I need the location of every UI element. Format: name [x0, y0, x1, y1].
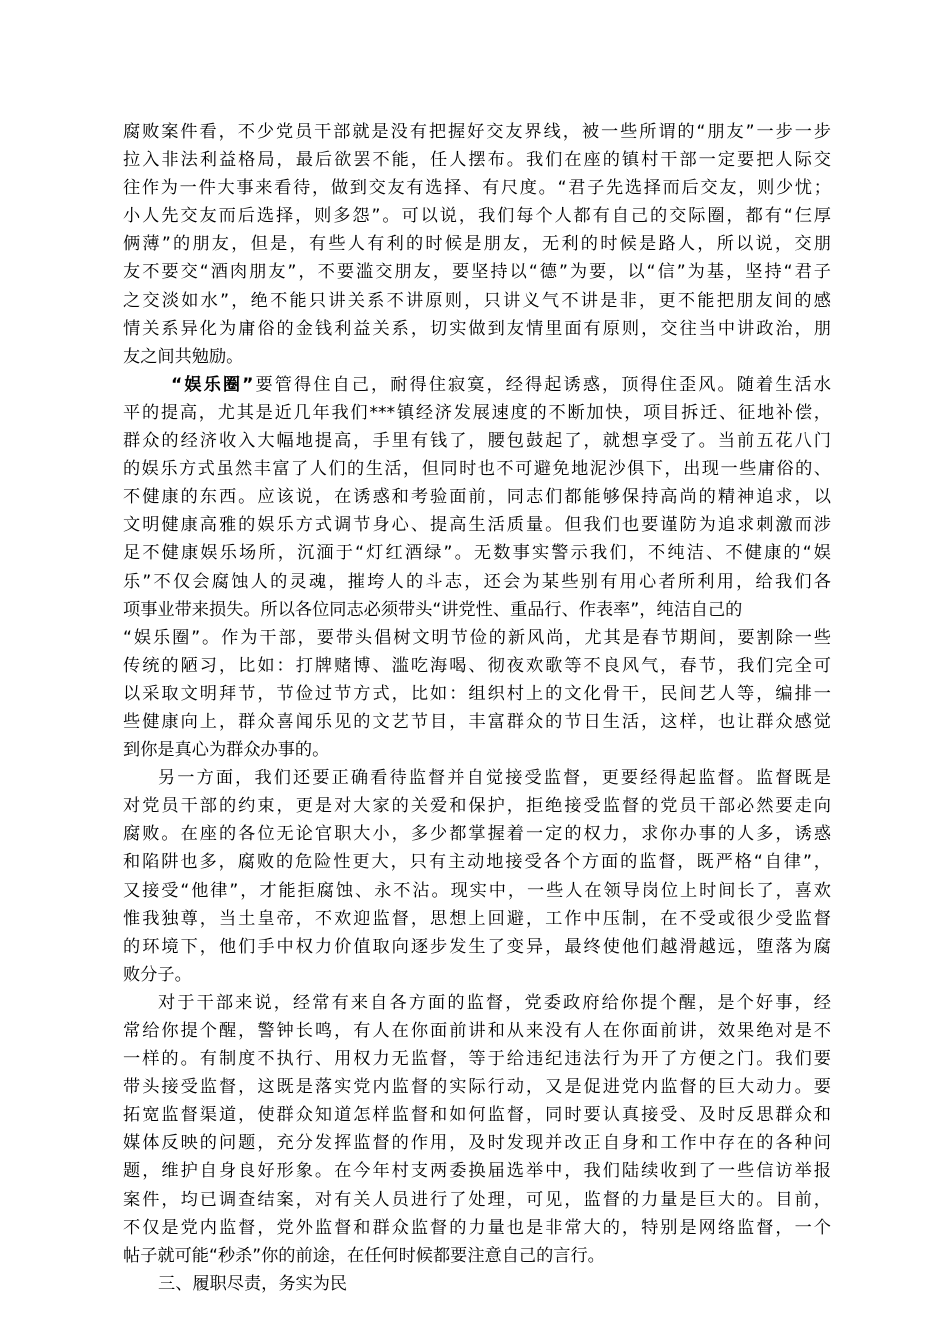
- text-line: 帖子就可能“秒杀”你的前途，在任何时候都要注意自己的言行。: [123, 1245, 605, 1266]
- text-line: 群众的经济收入大幅地提高，手里有钱了，腰包鼓起了，就想享受了。当前五花八门: [123, 431, 831, 452]
- text-line: 友不要交“酒肉朋友”，不要滥交朋友，要坚持以“德”为要，以“信”为基，坚持“君子: [123, 262, 831, 283]
- text-span: 要管得住自己，耐得住寂寞，经得起诱惑，顶得住歪风。随着生活水: [253, 374, 831, 395]
- text-line: [123, 371, 831, 399]
- text-line: 又接受“他律”，才能拒腐蚀、永不沾。现实中，一些人在领导岗位上时间长了，喜欢: [123, 880, 831, 901]
- section-heading-text: 三、履职尽责，务实为民: [158, 1273, 348, 1294]
- text-line: 腐败。在座的各位无论官职大小，多少都掌握着一定的权力，求你办事的人多，诱惑: [123, 824, 831, 845]
- text-line: 败分子。: [123, 964, 192, 985]
- section-heading: [123, 1270, 831, 1298]
- text-line: 以采取文明拜节，节俭过节方式，比如：组织村上的文化骨干，民间艺人等，编排一: [123, 683, 831, 704]
- text-line: 小人先交友而后选择，则多怨”。可以说，我们每个人都有自己的交际圈，都有“仨厚: [123, 206, 831, 227]
- text-line: 不仅是党内监督，党外监督和群众监督的力量也是非常大的，特别是网络监督，一个: [123, 1217, 831, 1238]
- text-line: 的环境下，他们手中权力价值取向逐步发生了变异，最终使他们越滑越远，堕落为腐: [123, 936, 831, 957]
- text-line: 足不健康娱乐场所，沉湎于“灯红酒绿”。无数事实警示我们，不纯洁、不健康的“娱: [123, 543, 831, 564]
- text-line: 文明健康高雅的娱乐方式调节身心、提高生活质量。但我们也要谨防为追求刺激而涉: [123, 515, 831, 536]
- text-line: 情关系异化为庸俗的金钱利益关系，切实做到友情里面有原则，交往当中讲政治，朋: [123, 318, 831, 339]
- text-line: 常给你提个醒，警钟长鸣，有人在你面前讲和从来没有人在你面前讲，效果绝对是不: [123, 1021, 831, 1041]
- text-line: 俩薄”的朋友，但是，有些人有利的时候是朋友，无利的时候是路人，所以说，交朋: [123, 234, 831, 255]
- paragraph-friendship: [123, 118, 831, 371]
- document-body: [123, 118, 831, 1298]
- text-line: 带头接受监督，这既是落实党内监督的实际行动，又是促进党内监督的巨大动力。要: [123, 1077, 831, 1098]
- text-line: 案件，均已调查结案，对有关人员进行了处理，可见，监督的力量是巨大的。目前，: [123, 1189, 831, 1210]
- text-line: 不健康的东西。应该说，在诱惑和考验面前，同志们都能够保持高尚的精神追求，以: [123, 487, 831, 508]
- text-line: 往作为一件大事来看待，做到交友有选择、有尺度。“君子先选择而后交友，则少忧；: [123, 178, 831, 199]
- text-line: 之交淡如水”，绝不能只讲关系不讲原则，只讲义气不讲是非，更不能把朋友间的感: [123, 290, 831, 311]
- text-line: 对于干部来说，经常有来自各方面的监督，党委政府给你提个醒，是个好事，经: [158, 992, 831, 1013]
- text-line: 到你是真心为群众办事的。: [123, 740, 330, 761]
- paragraph-accept-supervision: [123, 764, 831, 989]
- text-line: 传统的陋习，比如：打牌赌博、滥吃海喝、彻夜欢歌等不良风气，春节，我们完全可: [123, 655, 831, 676]
- text-line: 些健康向上，群众喜闻乐见的文艺节目，丰富群众的节日生活，这样，也让群众感觉: [123, 711, 831, 732]
- text-line: 惟我独尊，当土皇帝，不欢迎监督，思想上回避，工作中压制，在不受或很少受监督: [123, 908, 831, 929]
- text-line: 项事业带来损失。所以各位同志必须带头“讲党性、重品行、作表率”，纯洁自己的: [123, 599, 743, 620]
- text-line: 一样的。有制度不执行、用权力无监督，等于给违纪违法行为开了方便之门。我们要: [123, 1049, 831, 1070]
- text-line: 平的提高，尤其是近几年我们***镇经济发展速度的不断加快，项目拆迁、征地补偿，: [123, 402, 831, 423]
- paragraph-cadre-supervision: [123, 989, 831, 1270]
- text-line: 腐败案件看，不少党员干部就是没有把握好交友界线，被一些所谓的“朋友”一步一步: [123, 122, 831, 142]
- text-line: 友之间共勉励。: [123, 346, 244, 367]
- text-line: 乐”不仅会腐蚀人的灵魂，摧垮人的斗志，还会为某些别有用心者所利用，给我们各: [123, 571, 831, 592]
- text-line: 对党员干部的约束，更是对大家的关爱和保护，拒绝接受监督的党员干部必然要走向: [123, 796, 831, 817]
- paragraph-lead-term: “娱乐圈”: [171, 374, 254, 395]
- text-line: 拉入非法利益格局，最后欲罢不能，任人摆布。我们在座的镇村干部一定要把人际交: [123, 150, 831, 171]
- text-line: 媒体反映的问题，充分发挥监督的作用，及时发现并改正自身和工作中存在的各种问: [123, 1133, 831, 1154]
- text-line: 题，维护自身良好形象。在今年村支两委换届选举中，我们陆续收到了一些信访举报: [123, 1161, 831, 1182]
- text-line: 和陷阱也多，腐败的危险性更大，只有主动地接受各个方面的监督，既严格“自律”，: [123, 852, 831, 873]
- text-line: “娱乐圈”。作为干部，要带头倡树文明节俭的新风尚，尤其是春节期间，要割除一些: [123, 627, 831, 648]
- paragraph-entertainment-circle: [123, 371, 831, 764]
- text-line: 另一方面，我们还要正确看待监督并自觉接受监督，更要经得起监督。监督既是: [158, 768, 831, 789]
- text-line: 拓宽监督渠道，使群众知道怎样监督和如何监督，同时要认真接受、及时反思群众和: [123, 1105, 831, 1126]
- text-line: 的娱乐方式虽然丰富了人们的生活，但同时也不可避免地泥沙俱下，出现一些庸俗的、: [123, 459, 831, 480]
